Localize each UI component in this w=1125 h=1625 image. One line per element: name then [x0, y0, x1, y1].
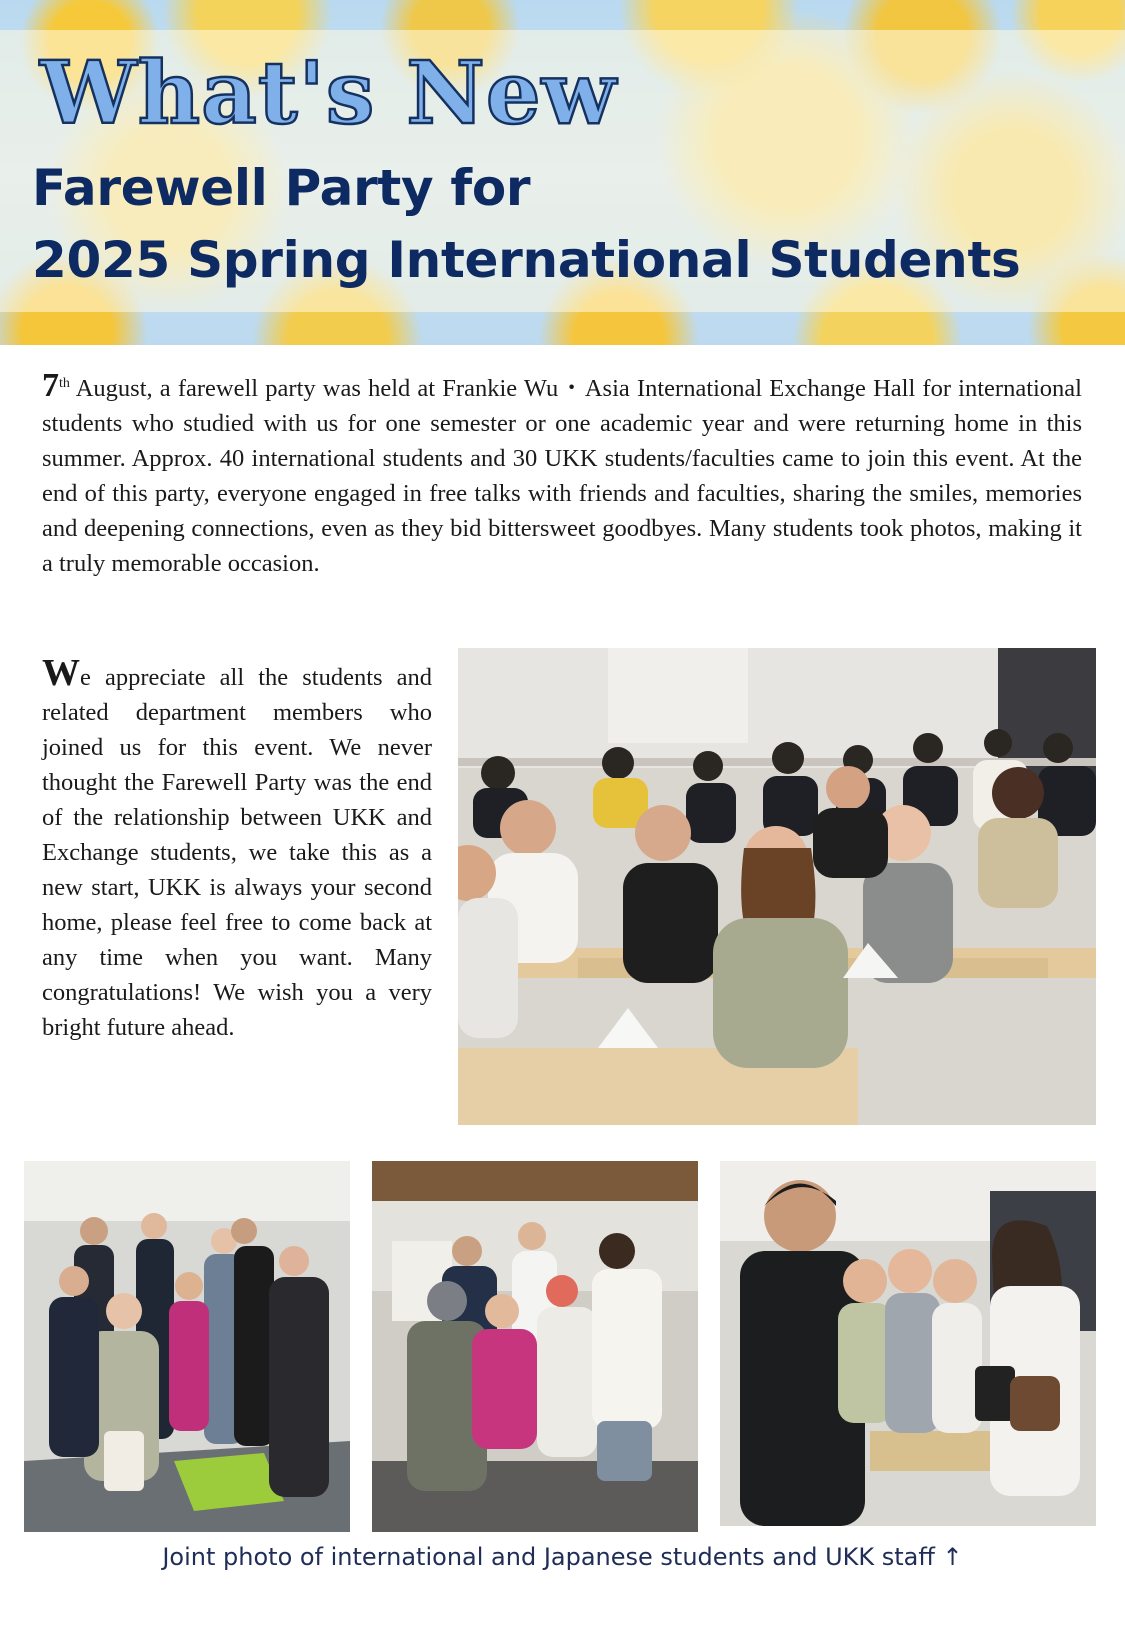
intro-text: August, a farewell party was held at Frankie Wu・Asia International Exchange Hall for international students who studied with us for one semester or one academic year and were returning home in this summer. Approx. 40 international students and 30 UKK students/faculties came to join this event. At the end of this party, everyone engaged in free talks with friends and faculties, sharing the smiles, memories and deepening connections, even as they bid bittersweet goodbyes. Many students took photos, making it a truly memorable occasion. — [42, 375, 1082, 577]
classroom-photo — [458, 648, 1096, 1125]
appreciation-paragraph — [42, 652, 432, 1045]
article-headline — [32, 152, 1021, 296]
date-suffix: th — [59, 375, 70, 391]
headline-line-2: 2025 Spring International Students — [32, 231, 1021, 289]
header-banner — [0, 0, 1125, 345]
headline-line-1: Farewell Party for — [32, 159, 531, 217]
photo-caption: Joint photo of international and Japanese students and UKK staff ↑ — [162, 1543, 963, 1571]
drop-cap: W — [42, 652, 80, 694]
intro-paragraph — [42, 368, 1082, 581]
section-title: What's New — [40, 43, 617, 144]
date-number: 7 — [42, 367, 59, 404]
group-photo-3 — [720, 1161, 1096, 1526]
group-photo-2 — [372, 1161, 698, 1532]
appreciation-text: e appreciate all the students and related department members who joined us for this event. We never thought the Farewell Party was the end of the relationship between UKK and Exchange students, we take this as a new start, UKK is always your second home, please feel free to come back at any time when you want. Many congratulations! We wish you a very bright future ahead. — [42, 664, 432, 1041]
group-photo-1 — [24, 1161, 350, 1532]
